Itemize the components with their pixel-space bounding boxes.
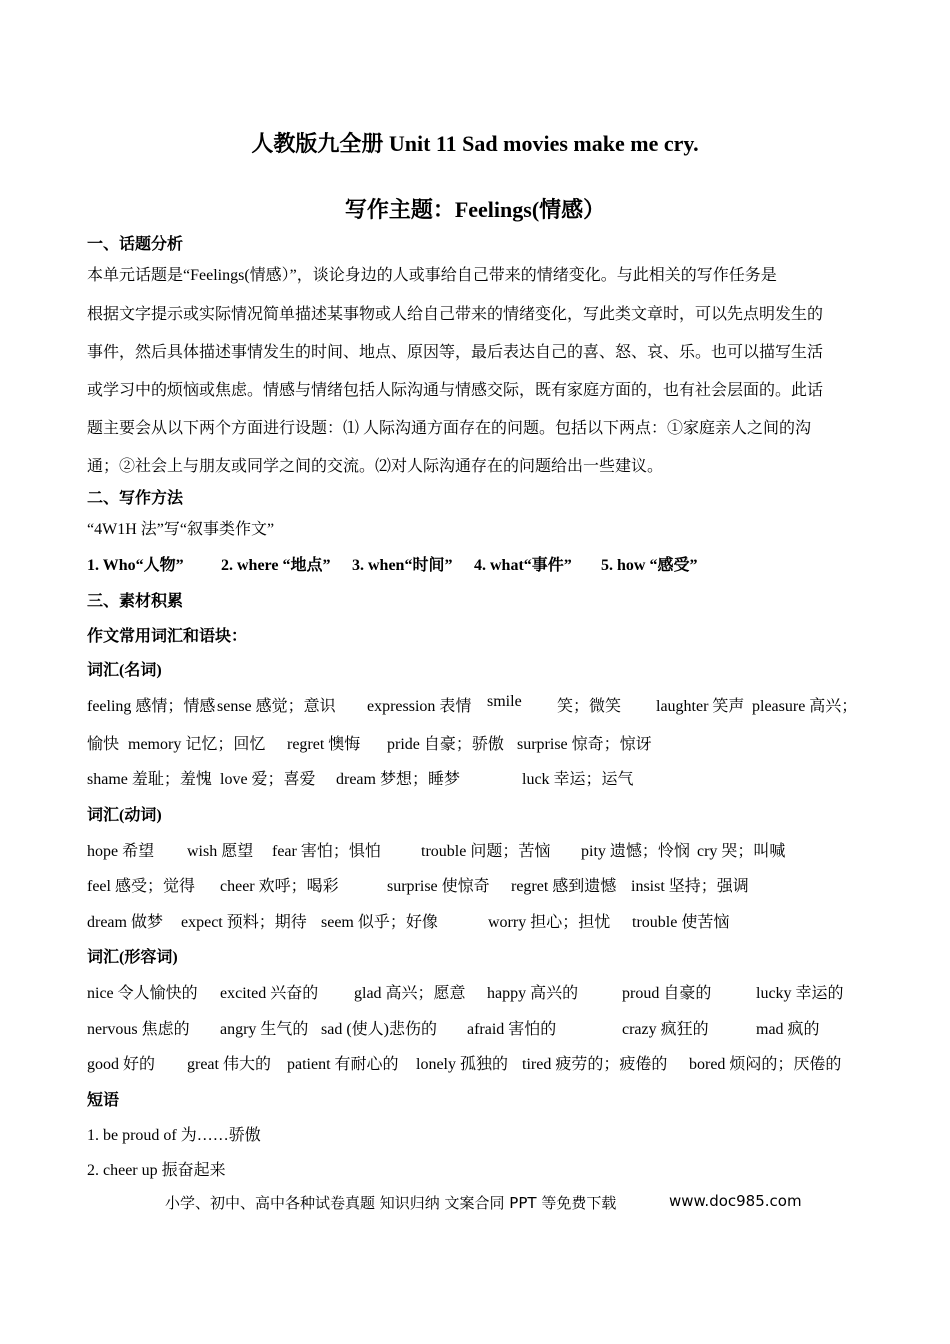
vocab-item: sad (使人)悲伤的 bbox=[321, 1021, 437, 1038]
vocab-item: happy 高兴的 bbox=[487, 985, 579, 1002]
vocab-item: lucky 幸运的 bbox=[756, 985, 844, 1002]
vocab-item: glad 高兴；愿意 bbox=[354, 985, 466, 1002]
vocab-item: laughter 笑声 bbox=[656, 698, 745, 715]
vocab-item: dream 做梦 bbox=[87, 914, 163, 931]
vocab-item: good 好的 bbox=[87, 1056, 156, 1073]
vocab-item: luck 幸运；运气 bbox=[522, 771, 634, 788]
paragraph-line: 通；②社会上与朋友或同学之间的交流。⑵对人际沟通存在的问题给出一些建议。 bbox=[87, 458, 664, 475]
method-item: 1. Who“人物” bbox=[87, 557, 184, 574]
paragraph-line: 根据文字提示或实际情况简单描述某事物或人给自己带来的情绪变化，写此类文章时，可以先点明发生的 bbox=[87, 306, 824, 323]
vocab-item: regret 懊悔 bbox=[287, 736, 361, 753]
method-item: 2. where “地点” bbox=[221, 557, 331, 574]
method-item: 4. what“事件” bbox=[474, 557, 572, 574]
vocab-item: crazy 疯狂的 bbox=[622, 1021, 709, 1038]
vocab-item: lonely 孤独的 bbox=[416, 1056, 508, 1073]
paragraph-line: 本单元话题是“Feelings(情感）”，谈论身边的人或事给自己带来的情绪变化。与此相关的写作任务是 bbox=[87, 267, 777, 284]
footer-text: 小学、初中、高中各种试卷真题 知识归纳 文案合同 PPT 等免费下载 bbox=[165, 1194, 617, 1212]
vocab-item: feel 感受；觉得 bbox=[87, 878, 195, 895]
vocab-item: dream 梦想；睡梦 bbox=[336, 771, 460, 788]
verbs-heading: 词汇(动词) bbox=[87, 807, 162, 824]
vocab-item: fear 害怕；惧怕 bbox=[272, 843, 381, 860]
vocab-item: mad 疯的 bbox=[756, 1021, 820, 1038]
vocab-item: excited 兴奋的 bbox=[220, 985, 319, 1002]
vocab-item: shame 羞耻；羞愧 bbox=[87, 771, 212, 788]
vocab-item: smile bbox=[487, 693, 522, 710]
phrases-heading: 短语 bbox=[87, 1092, 120, 1109]
vocab-item: pity 遗憾；怜悯 bbox=[581, 843, 690, 860]
nouns-heading: 词汇(名词) bbox=[87, 662, 162, 679]
adjectives-heading: 词汇(形容词) bbox=[87, 949, 178, 966]
section-heading-topic-analysis: 一、话题分析 bbox=[87, 236, 184, 253]
vocab-item: afraid 害怕的 bbox=[467, 1021, 557, 1038]
vocab-item: love 爱；喜爱 bbox=[220, 771, 316, 788]
vocab-item: bored 烦闷的；厌倦的 bbox=[689, 1056, 842, 1073]
method-item: 3. when“时间” bbox=[352, 557, 453, 574]
method-line: “4W1H 法”写“叙事类作文” bbox=[87, 521, 275, 538]
vocab-item: feeling 感情；情感 bbox=[87, 698, 216, 715]
paragraph-line: 题主要会从以下两个方面进行设题：⑴ 人际沟通方面存在的问题。包括以下两点：①家庭亲人之间的沟 bbox=[87, 420, 812, 437]
vocab-item: trouble 使苦恼 bbox=[632, 914, 730, 931]
vocab-item: seem 似乎；好像 bbox=[321, 914, 438, 931]
vocab-item: memory 记忆；回忆 bbox=[128, 736, 266, 753]
vocab-item: hope 希望 bbox=[87, 843, 155, 860]
page-title: 人教版九全册 Unit 11 Sad movies make me cry. bbox=[251, 131, 699, 156]
vocab-item: wish 愿望 bbox=[187, 843, 254, 860]
phrase-item: 2. cheer up 振奋起来 bbox=[87, 1162, 226, 1179]
vocab-item: surprise 使惊奇 bbox=[387, 878, 490, 895]
phrase-item: 1. be proud of 为……骄傲 bbox=[87, 1127, 261, 1144]
vocab-item: sense 感觉；意识 bbox=[217, 698, 336, 715]
method-item: 5. how “感受” bbox=[601, 557, 698, 574]
footer bbox=[165, 1192, 802, 1213]
page-subtitle: 写作主题：Feelings(情感） bbox=[344, 197, 606, 222]
vocab-item: regret 感到遗憾 bbox=[511, 878, 617, 895]
vocab-item: angry 生气的 bbox=[220, 1021, 309, 1038]
vocab-subheading: 作文常用词汇和语块： bbox=[87, 628, 248, 645]
section-heading-writing-method: 二、写作方法 bbox=[87, 490, 184, 507]
vocab-item: worry 担心；担忧 bbox=[488, 914, 611, 931]
vocab-item: cry 哭；叫喊 bbox=[697, 843, 786, 860]
paragraph-line: 事件，然后具体描述事情发生的时间、地点、原因等，最后表达自己的喜、怒、哀、乐。也可以描写生活 bbox=[87, 344, 824, 361]
vocab-item: pleasure 高兴； bbox=[752, 698, 858, 715]
vocab-item: 愉快 bbox=[87, 736, 120, 753]
vocab-item: nice 令人愉快的 bbox=[87, 985, 198, 1002]
footer-url[interactable]: www.doc985.com bbox=[669, 1192, 802, 1210]
vocab-item: patient 有耐心的 bbox=[287, 1056, 399, 1073]
vocab-item: trouble 问题；苦恼 bbox=[421, 843, 551, 860]
vocab-item: cheer 欢呼；喝彩 bbox=[220, 878, 339, 895]
vocab-item: expect 预料；期待 bbox=[181, 914, 307, 931]
vocab-item: surprise 惊奇；惊讶 bbox=[517, 736, 652, 753]
vocab-item: insist 坚持；强调 bbox=[631, 878, 749, 895]
vocab-item: nervous 焦虑的 bbox=[87, 1021, 190, 1038]
vocab-item: proud 自豪的 bbox=[622, 985, 712, 1002]
vocab-item: expression 表情 bbox=[367, 698, 472, 715]
section-heading-materials: 三、素材积累 bbox=[87, 593, 184, 610]
vocab-item: pride 自豪；骄傲 bbox=[387, 736, 504, 753]
vocab-item: 笑；微笑 bbox=[557, 698, 622, 715]
vocab-item: great 伟大的 bbox=[187, 1056, 271, 1073]
paragraph-line: 或学习中的烦恼或焦虑。情感与情绪包括人际沟通与情感交际，既有家庭方面的，也有社会层面的。此话 bbox=[87, 382, 824, 399]
vocab-item: tired 疲劳的；疲倦的 bbox=[522, 1056, 668, 1073]
